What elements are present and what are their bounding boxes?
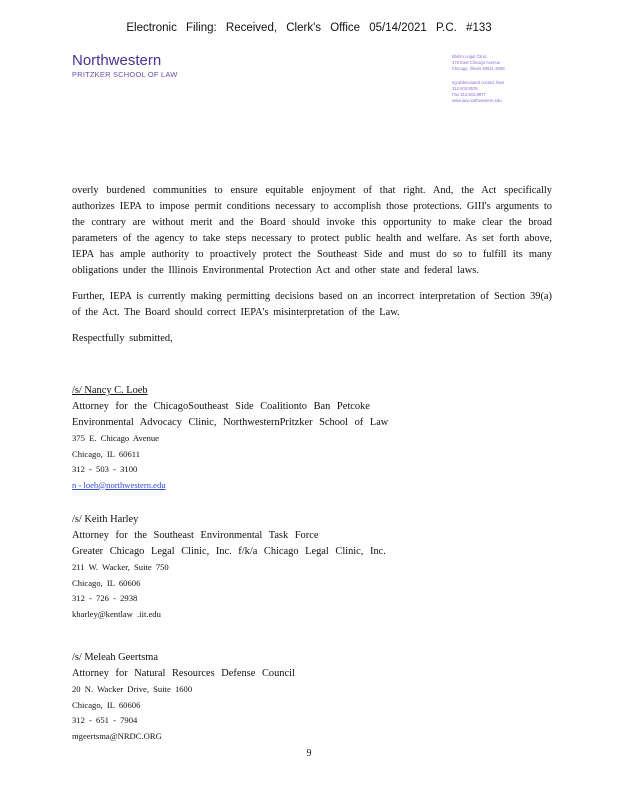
signature-address: 211 W. Wacker, Suite 750 (72, 562, 169, 572)
signature-block-loeb (72, 383, 388, 493)
signature-org: Greater Chicago Legal Clinic, Inc. f/k/a Chicago Legal Clinic, Inc. (72, 546, 386, 557)
address-line: 375 East Chicago Avenue (452, 60, 501, 66)
signature-email: mgeertsma@NRDC.ORG (72, 730, 162, 741)
signature-block-geertsma (72, 650, 295, 744)
logo-subtitle: PRITZKER SCHOOL OF LAW (72, 70, 178, 79)
signature-org: Environmental Advocacy Clinic, NorthwesternPritzker School of Law (72, 417, 389, 428)
address-line: www.law.northwestern.edu (452, 98, 502, 104)
signature-email-link[interactable]: n - loeb@northwestern.edu (72, 479, 166, 490)
page-number: 9 (306, 748, 312, 759)
signature-city: Chicago, IL 60611 (72, 448, 141, 459)
signature-phone: 312 - 651 - 7904 (72, 715, 138, 725)
address-line: Chicago, Illinois 60611-3069 (452, 66, 505, 72)
signature-role: Attorney for Natural Resources Defense Council (72, 668, 295, 679)
northwestern-logo (72, 52, 178, 79)
brief-body (72, 183, 552, 347)
signature-block-harley (72, 512, 386, 622)
signature-city: Chicago, IL 60606 (72, 699, 141, 710)
signature-city: Chicago, IL 60606 (72, 577, 141, 588)
letterhead-address (452, 54, 505, 104)
address-line: 312.503.8576 (452, 85, 478, 91)
logo-name: Northwestern (72, 52, 162, 69)
address-line: Fax 312.503.8977 (452, 92, 486, 98)
filing-header: Electronic Filing: Received, Clerk's Office 05/14/2021 P.C. #133 (126, 22, 492, 34)
signature-name: /s/ Nancy C. Loeb (72, 385, 148, 396)
signature-name: /s/ Keith Harley (72, 514, 139, 525)
signature-name: /s/ Meleah Geertsma (72, 652, 158, 663)
body-paragraph-2: Further, IEPA is currently making permitting decisions based on an incorrect interpretation of Section 39(a) of the Act. The Board should correct IEPA's misinterpretation of the Law. (72, 291, 552, 318)
signature-role: Attorney for the ChicagoSoutheast Side Coalitionto Ban Petcoke (72, 401, 370, 412)
signature-phone: 312 - 726 - 2938 (72, 593, 138, 603)
signature-address: 20 N. Wacker Drive, Suite 1600 (72, 684, 193, 694)
closing-line: Respectfully submitted, (72, 333, 173, 344)
address-line: Bluhm Legal Clinic (452, 54, 487, 59)
signature-address: 375 E. Chicago Avenue (72, 433, 159, 443)
signature-role: Attorney for the Southeast Environmental Task Force (72, 530, 319, 541)
address-line: ng-abbreviated contact lines (452, 79, 505, 85)
body-paragraph-1: overly burdened communities to ensure equitable enjoyment of that right. And, the Act specifically authorizes IEPA to impose permit conditions necessary to accomplish those protections. GIII's arguments to the contrary are without merit and the Board should invoke this opportunity to make clear the broad parameters of the agency to take steps necessary to protect public health and welfare. As set forth above, IEPA has ample authority to proactively protect the Southeast Side and must do so to fulfill its many obligations under the Illinois Environmental Protection Act and other state and federal laws. (72, 185, 552, 276)
signature-phone: 312 - 503 - 3100 (72, 464, 138, 474)
signature-email: kharley@kentlaw .iit.edu (72, 608, 161, 619)
